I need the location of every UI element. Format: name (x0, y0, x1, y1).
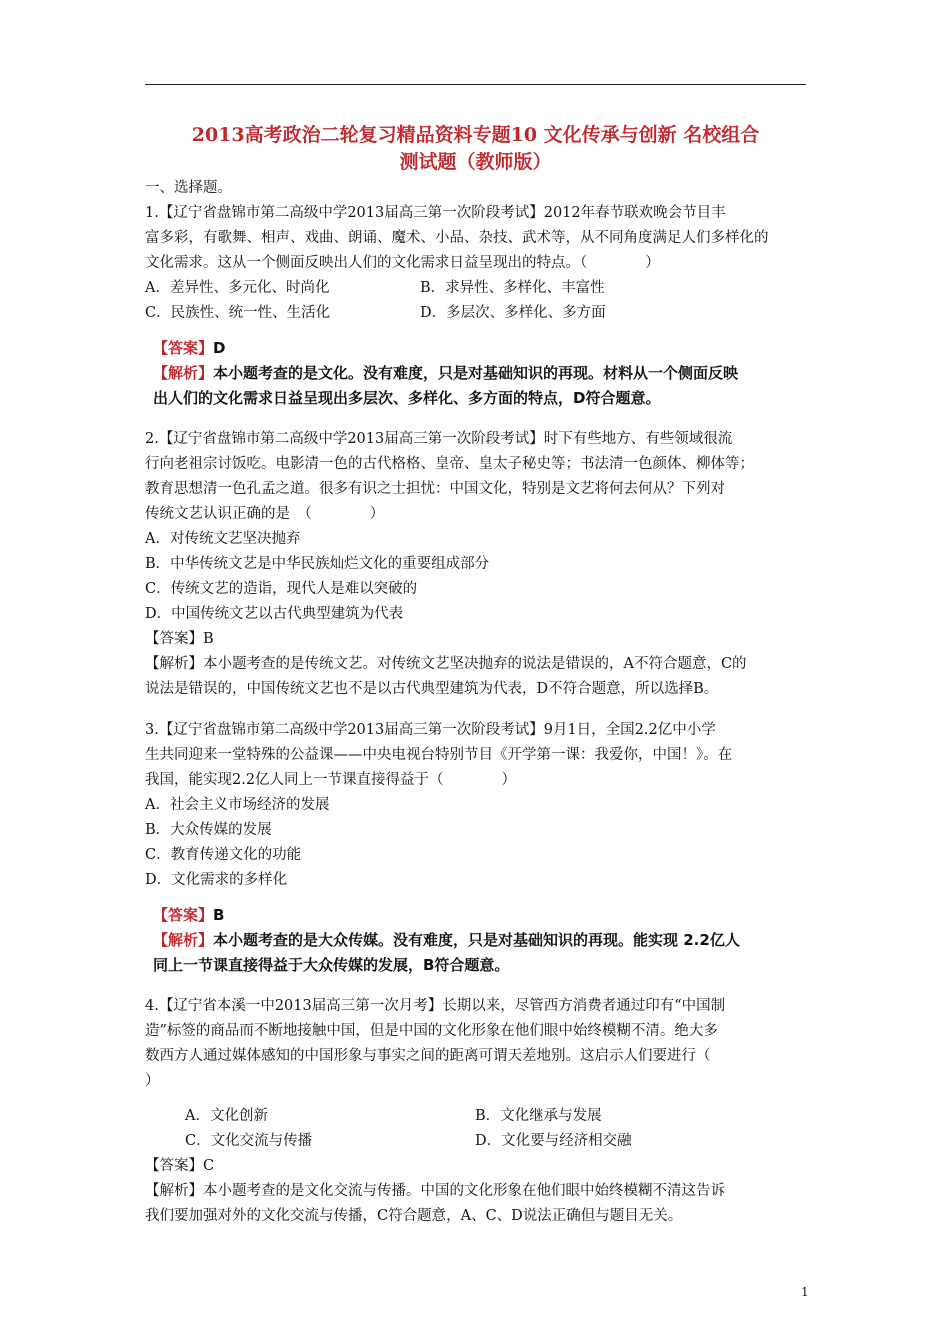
title-line-2: 测试题（教师版） (399, 151, 552, 173)
analysis-line (145, 928, 815, 953)
option-b: B．文化继承与发展 (475, 1108, 602, 1124)
option-a: A．差异性、多元化、时尚化 (145, 280, 330, 296)
answer-line (145, 336, 815, 361)
answer-label: 【答案】 (153, 906, 214, 924)
answer-value: B (213, 906, 225, 924)
document-body (145, 176, 815, 1229)
analysis-line: 【解析】本小题考查的是传统文艺。对传统文艺坚决抛弃的说法是错误的，A不符合题意，C的 (145, 656, 747, 672)
question-4 (145, 994, 815, 1229)
analysis-line (145, 361, 815, 386)
option-c: C．教育传递文化的功能 (145, 847, 302, 863)
option-b: B．求异性、多样化、丰富性 (420, 280, 605, 296)
analysis-text: 本小题考查的是文化。没有难度，只是对基础知识的再现。材料从一个侧面反映 (213, 364, 739, 382)
analysis-text: 本小题考查的是大众传媒。没有难度，只是对基础知识的再现。能实现 2.2亿人 (213, 931, 740, 949)
answer-label: 【答案】 (153, 339, 214, 357)
question-text-line: ） (145, 1073, 160, 1089)
option-d: D．文化要与经济相交融 (475, 1133, 632, 1149)
question-1 (145, 201, 815, 411)
option-c: C．文化交流与传播 (185, 1133, 313, 1149)
question-text-line: 教育思想清一色孔孟之道。很多有识之士担忧：中国文化，特别是文艺将何去何从？下列对 (145, 481, 725, 497)
question-text-line: 富多彩，有歌舞、相声、戏曲、朗诵、魔术、小品、杂技、武术等，从不同角度满足人们多样化的 (145, 230, 769, 246)
option-b: B．中华传统文艺是中华民族灿烂文化的重要组成部分 (145, 556, 490, 572)
analysis-line: 出人们的文化需求日益呈现出多层次、多样化、多方面的特点，D符合题意。 (153, 389, 661, 407)
question-text-line: 2.【辽宁省盘锦市第二高级中学2013届高三第一次阶段考试】时下有些地方、有些领域很流 (145, 431, 733, 447)
section-heading: 一、选择题。 (145, 180, 232, 196)
document-title (145, 122, 806, 176)
analysis-line: 说法是错误的，中国传统文艺也不是以古代典型建筑为代表，D不符合题意，所以选择B。 (145, 681, 719, 697)
option-a: A．社会主义市场经济的发展 (145, 797, 330, 813)
question-text-line: 我国，能实现2.2亿人同上一节课直接得益于（ ） (145, 772, 517, 788)
question-text-line: 生共同迎来一堂特殊的公益课——中央电视台特别节目《开学第一课：我爱你，中国！》。在 (145, 747, 733, 763)
analysis-line: 【解析】本小题考查的是文化交流与传播。中国的文化形象在他们眼中始终模糊不清这告诉 (145, 1183, 725, 1199)
option-b: B．大众传媒的发展 (145, 822, 272, 838)
question-text-line: 数西方人通过媒体感知的中国形象与事实之间的距离可谓天差地别。这启示人们要进行（ (145, 1048, 711, 1064)
option-d: D．中国传统文艺以古代典型建筑为代表 (145, 606, 404, 622)
question-2 (145, 427, 815, 702)
question-text-line: 传统文艺认识正确的是 （ ） (145, 506, 385, 522)
page-number: 1 (801, 1285, 809, 1299)
header-rule (145, 84, 806, 85)
question-text-line: 1.【辽宁省盘锦市第二高级中学2013届高三第一次阶段考试】2012年春节联欢晚会节目丰 (145, 205, 726, 221)
option-d: D．多层次、多样化、多方面 (420, 305, 606, 321)
option-row (145, 276, 815, 301)
option-row (145, 1129, 815, 1154)
title-line-1: 2013高考政治二轮复习精品资料专题10 文化传承与创新 名校组合 (191, 124, 760, 146)
option-a: A．对传统文艺坚决抛弃 (145, 531, 301, 547)
option-c: C．传统文艺的造诣，现代人是难以突破的 (145, 581, 418, 597)
analysis-label: 【解析】 (153, 364, 214, 382)
analysis-line: 我们要加强对外的文化交流与传播，C符合题意，A、C、D说法正确但与题目无关。 (145, 1208, 683, 1224)
option-c: C．民族性、统一性、生活化 (145, 305, 331, 321)
answer-line: 【答案】C (145, 1158, 215, 1174)
answer-value: D (213, 339, 226, 357)
analysis-label: 【解析】 (153, 931, 214, 949)
question-text-line: 4.【辽宁省本溪一中2013届高三第一次月考】长期以来，尽管西方消费者通过印有“中国制 (145, 998, 726, 1014)
option-d: D．文化需求的多样化 (145, 872, 288, 888)
option-row (145, 1104, 815, 1129)
question-text-line: 文化需求。这从一个侧面反映出人们的文化需求日益呈现出的特点。（ ） (145, 255, 660, 271)
question-text-line: 3.【辽宁省盘锦市第二高级中学2013届高三第一次阶段考试】9月1日，全国2.2亿中小学 (145, 722, 716, 738)
question-3 (145, 718, 815, 978)
answer-line (145, 903, 815, 928)
question-text-line: 造”标签的商品而不断地接触中国，但是中国的文化形象在他们眼中始终模糊不清。绝大多 (145, 1023, 718, 1039)
question-text-line: 行向老祖宗讨饭吃。电影清一色的古代格格、皇帝、皇太子秘史等；书法清一色颜体、柳体等； (145, 456, 754, 472)
analysis-line: 同上一节课直接得益于大众传媒的发展，B符合题意。 (153, 956, 510, 974)
option-a: A．文化创新 (185, 1108, 268, 1124)
answer-line: 【答案】B (145, 631, 214, 647)
option-row (145, 301, 815, 326)
